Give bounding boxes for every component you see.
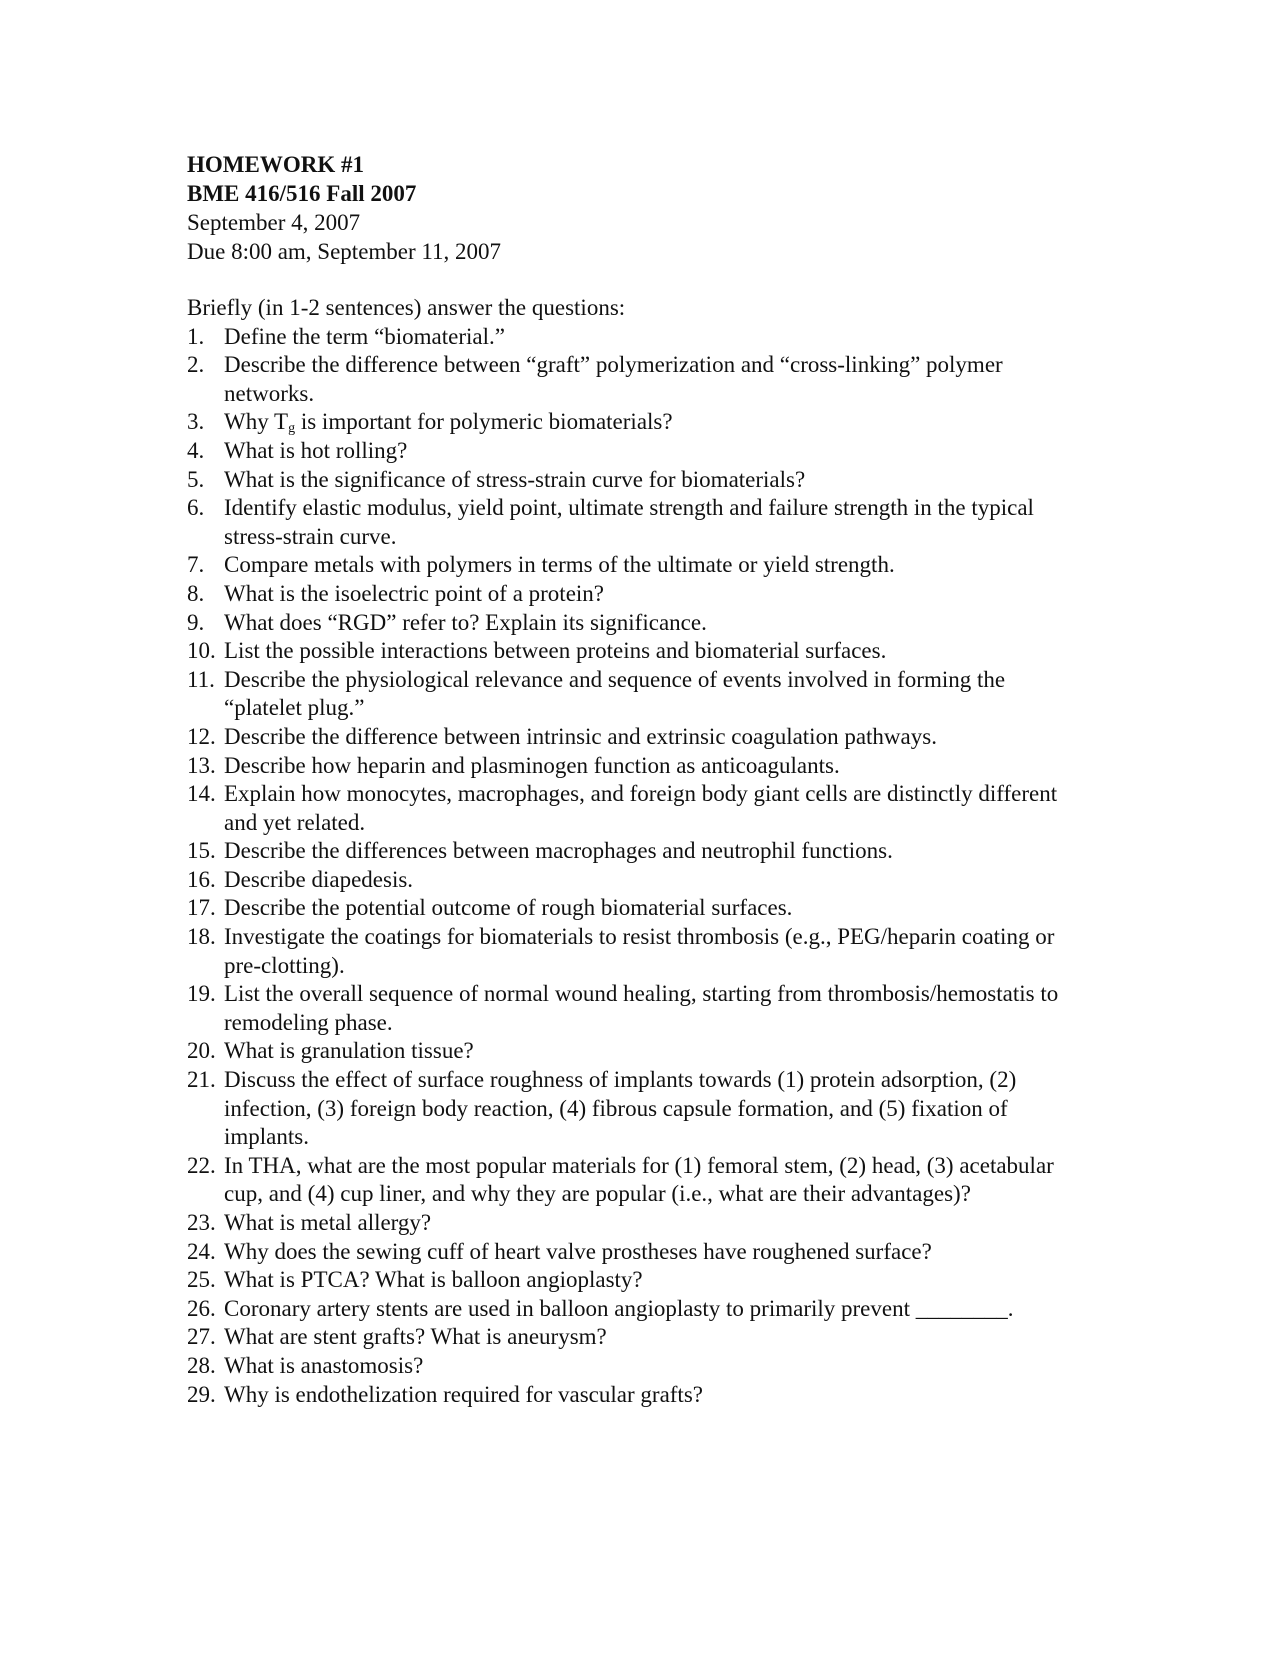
question-text: What is the significance of stress-strain curve for biomaterials?	[224, 466, 806, 492]
question-number: 18.	[187, 924, 216, 950]
question-item	[187, 408, 1087, 437]
question-number: 4.	[187, 437, 205, 463]
question-number: 20.	[187, 1038, 216, 1064]
question-text: In THA, what are the most popular materials for (1) femoral stem, (2) head, (3) acetabular cup, and (4) cup liner, and why they are popular (i.e., what are their advantages)?	[224, 1152, 1054, 1207]
question-number: 27.	[187, 1324, 216, 1350]
question-number: 2.	[187, 352, 205, 378]
question-item	[187, 1066, 1087, 1152]
question-text: List the possible interactions between proteins and biomaterial surfaces.	[224, 638, 887, 664]
question-number: 7.	[187, 552, 205, 578]
question-text-pre: Why T	[224, 409, 289, 435]
question-item	[187, 1381, 1087, 1410]
question-text: Describe the differences between macrophages and neutrophil functions.	[224, 838, 893, 864]
question-text: What is hot rolling?	[224, 437, 408, 463]
question-text: Define the term “biomaterial.”	[224, 323, 505, 349]
homework-page	[187, 150, 1087, 1409]
question-item	[187, 1238, 1087, 1267]
question-text: List the overall sequence of normal wound healing, starting from thrombosis/hemostatis to remodeling phase.	[224, 981, 1059, 1035]
question-item	[187, 580, 1087, 609]
question-item	[187, 551, 1087, 580]
question-item	[187, 323, 1087, 352]
question-item	[187, 723, 1087, 752]
question-text: Explain how monocytes, macrophages, and foreign body giant cells are distinctly different and yet related.	[224, 781, 1058, 835]
question-text: Describe the difference between intrinsic and extrinsic coagulation pathways.	[224, 723, 937, 749]
question-text: What is the isoelectric point of a protein?	[224, 580, 605, 606]
homework-title: HOMEWORK #1	[187, 152, 364, 177]
question-text: Discuss the effect of surface roughness of implants towards (1) protein adsorption, (2) infection, (3) foreign body reaction, (4) fibrous capsule formation, and (5) fixation of implants.	[224, 1067, 1017, 1150]
question-item	[187, 1266, 1087, 1295]
question-number: 11.	[187, 666, 215, 692]
question-text: What is granulation tissue?	[224, 1038, 474, 1064]
question-number: 9.	[187, 609, 205, 635]
question-text: What is anastomosis?	[224, 1352, 424, 1378]
question-list	[187, 323, 1087, 1410]
question-number: 3.	[187, 409, 205, 435]
question-number: 1.	[187, 323, 205, 349]
question-number: 24.	[187, 1238, 216, 1264]
question-text: What does “RGD” refer to? Explain its significance.	[224, 609, 707, 635]
question-number: 8.	[187, 580, 205, 606]
instructions: Briefly (in 1-2 sentences) answer the questions:	[187, 295, 626, 320]
question-item	[187, 1209, 1087, 1238]
question-text: Describe the difference between “graft” polymerization and “cross-linking” polymer networks.	[224, 352, 1003, 406]
question-item	[187, 1323, 1087, 1352]
question-number: 14.	[187, 781, 216, 807]
question-number: 23.	[187, 1210, 216, 1235]
question-number: 16.	[187, 866, 216, 892]
question-number: 5.	[187, 466, 205, 492]
question-text: Describe diapedesis.	[224, 866, 414, 892]
question-item	[187, 1037, 1087, 1066]
question-text: What is PTCA? What is balloon angioplasty?	[224, 1267, 643, 1293]
question-subscript: g	[288, 421, 296, 437]
question-number: 15.	[187, 838, 216, 864]
question-number: 12.	[187, 723, 216, 749]
question-number: 22.	[187, 1152, 216, 1178]
question-text: Why is endothelization required for vascular grafts?	[224, 1381, 703, 1407]
question-text: What is metal allergy?	[224, 1210, 432, 1235]
question-text: What are stent grafts? What is aneurysm?	[224, 1324, 607, 1350]
question-number: 21.	[187, 1067, 216, 1093]
question-item	[187, 494, 1087, 551]
question-item	[187, 1295, 1087, 1324]
question-item	[187, 923, 1087, 980]
question-item	[187, 637, 1087, 666]
question-number: 10.	[187, 638, 216, 664]
question-item	[187, 980, 1087, 1037]
question-item	[187, 609, 1087, 638]
question-item	[187, 780, 1087, 837]
question-item	[187, 437, 1087, 466]
question-text: Describe the potential outcome of rough biomaterial surfaces.	[224, 895, 793, 921]
question-text-post: is important for polymeric biomaterials?	[295, 409, 673, 435]
question-text	[224, 408, 1087, 437]
question-item	[187, 894, 1087, 923]
due-date: Due 8:00 am, September 11, 2007	[187, 239, 502, 264]
question-text: Identify elastic modulus, yield point, ultimate strength and failure strength in the typical stress-strain curve.	[224, 495, 1034, 549]
question-item	[187, 466, 1087, 495]
question-number: 17.	[187, 895, 216, 921]
question-text: Describe how heparin and plasminogen function as anticoagulants.	[224, 752, 840, 778]
question-number: 6.	[187, 495, 205, 521]
question-text: Why does the sewing cuff of heart valve prostheses have roughened surface?	[224, 1238, 932, 1264]
question-text: Describe the physiological relevance and sequence of events involved in forming the “platelet plug.”	[224, 666, 1006, 721]
question-number: 26.	[187, 1295, 216, 1321]
question-number: 29.	[187, 1381, 216, 1407]
question-item	[187, 666, 1087, 723]
question-number: 25.	[187, 1267, 216, 1293]
question-text: Coronary artery stents are used in balloon angioplasty to primarily prevent ________.	[224, 1295, 1014, 1321]
question-number: 13.	[187, 752, 216, 778]
question-item	[187, 752, 1087, 781]
question-item	[187, 837, 1087, 866]
document-header	[187, 150, 1087, 266]
question-number: 28.	[187, 1352, 216, 1378]
question-item	[187, 866, 1087, 895]
question-number: 19.	[187, 981, 216, 1007]
question-item	[187, 1352, 1087, 1381]
question-text: Investigate the coatings for biomaterials to resist thrombosis (e.g., PEG/heparin coating or pre-clotting).	[224, 924, 1055, 978]
issue-date: September 4, 2007	[187, 210, 361, 235]
question-item	[187, 351, 1087, 408]
course-title: BME 416/516 Fall 2007	[187, 181, 417, 206]
question-item	[187, 1152, 1087, 1209]
question-text: Compare metals with polymers in terms of the ultimate or yield strength.	[224, 552, 895, 578]
